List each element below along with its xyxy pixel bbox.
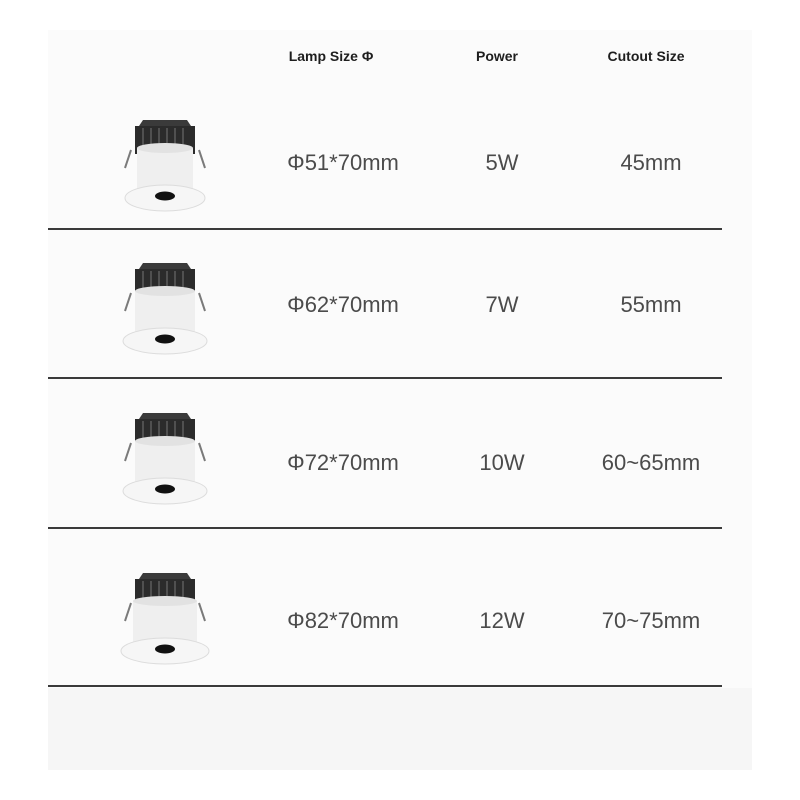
bottom-panel [48, 688, 752, 770]
lens-icon [155, 192, 175, 201]
header-lamp-size: Lamp Size Φ [288, 48, 374, 64]
cutout-size-value: 55mm [620, 292, 682, 317]
lamp-size-value: Φ72*70mm [287, 450, 399, 475]
table-row [48, 230, 722, 380]
lamp-size-value: Φ82*70mm [287, 608, 399, 633]
downlight-image [113, 108, 217, 218]
downlight-image [113, 251, 217, 361]
row-divider [48, 377, 722, 379]
power-value: 7W [485, 292, 519, 317]
table-row [48, 388, 722, 538]
power-value: 10W [479, 450, 525, 475]
lens-icon [155, 335, 175, 344]
cutout-size-value: 70~75mm [601, 608, 701, 633]
header-cutout-size: Cutout Size [607, 48, 685, 64]
table-row [48, 546, 722, 696]
cutout-size-value: 60~65mm [601, 450, 701, 475]
cutout-size-value: 45mm [620, 150, 682, 175]
lamp-size-value: Φ51*70mm [287, 150, 399, 175]
downlight-image [113, 401, 217, 511]
header-power: Power [475, 48, 519, 64]
lens-icon [155, 645, 175, 654]
power-value: 12W [479, 608, 525, 633]
lamp-size-value: Φ62*70mm [287, 292, 399, 317]
row-divider [48, 685, 722, 687]
row-divider [48, 527, 722, 529]
lens-icon [155, 485, 175, 494]
table-header [0, 48, 800, 72]
downlight-image [113, 561, 217, 671]
table-row [48, 88, 722, 238]
power-value: 5W [485, 150, 519, 175]
